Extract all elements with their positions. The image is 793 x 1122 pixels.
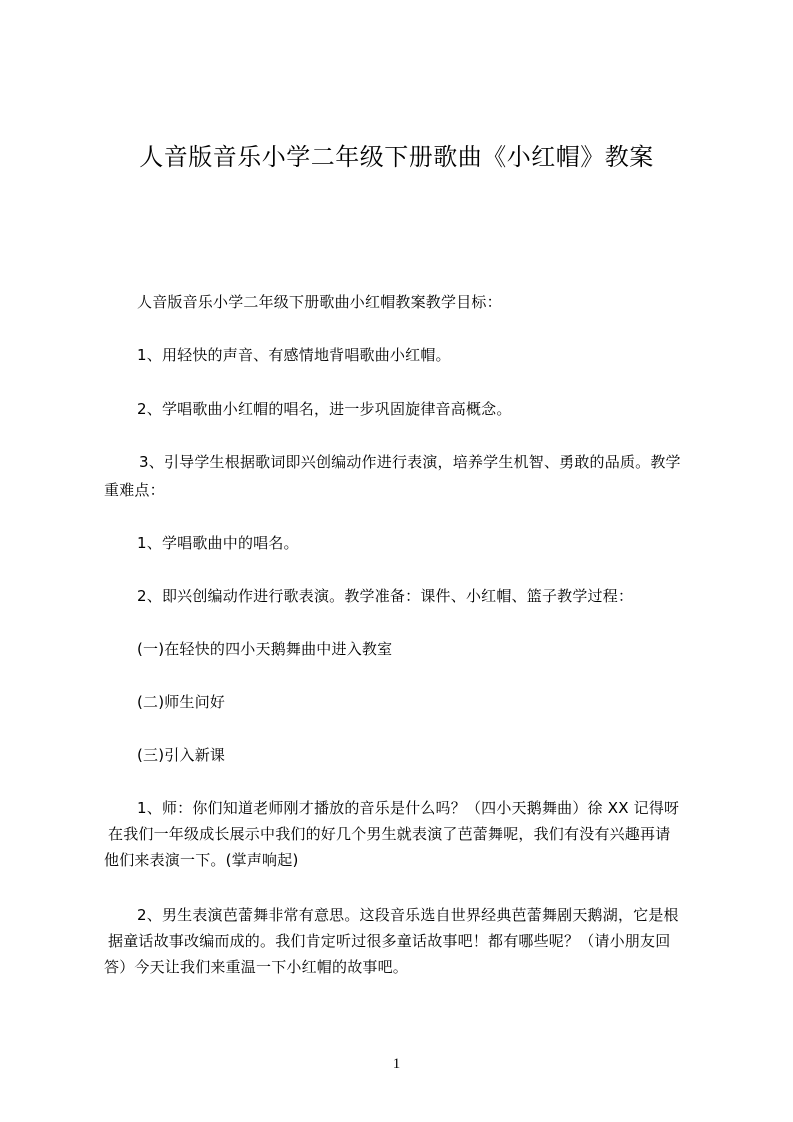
paragraph-teacher-intro [104, 796, 679, 872]
paragraph-line: 重难点： [104, 481, 165, 499]
paragraph-line: 1、师：你们知道老师刚才播放的音乐是什么吗？（四小天鹅舞曲）徐 XX 记得呀 [137, 799, 680, 817]
paragraph-line: 2、学唱歌曲小红帽的唱名，进一步巩固旋律音高概念。 [137, 400, 512, 418]
paragraph-line: (一)在轻快的四小天鹅舞曲中进入教室 [137, 640, 393, 658]
paragraph-line: 人音版音乐小学二年级下册歌曲小红帽教案教学目标： [137, 293, 502, 311]
paragraph-difficulty-1 [137, 531, 299, 555]
paragraph-line: 在我们一年级成长展示中我们的好几个男生就表演了芭蕾舞呢，我们有没有兴趣再请 [108, 825, 671, 843]
paragraph-line: 2、男生表演芭蕾舞非常有意思。这段音乐选自世界经典芭蕾舞剧天鹅湖，它是根 [137, 906, 679, 924]
paragraph-line: (三)引入新课 [137, 746, 226, 764]
paragraph-line: 1、用轻快的声音、有感情地背唱歌曲小红帽。 [137, 346, 451, 364]
paragraph-objectives-intro [137, 290, 502, 314]
paragraph-ballet [104, 903, 679, 979]
paragraph-objective-3 [104, 450, 681, 502]
paragraph-objective-2 [137, 397, 512, 421]
paragraph-step-2 [137, 690, 225, 714]
document-title: 人音版音乐小学二年级下册歌曲《小红帽》教案 [139, 143, 654, 171]
paragraph-step-3 [137, 743, 225, 767]
paragraph-line: 2、即兴创编动作进行歌表演。教学准备：课件、小红帽、篮子教学过程： [137, 587, 634, 605]
paragraph-line: 1、学唱歌曲中的唱名。 [137, 534, 299, 552]
paragraph-line: (二)师生问好 [137, 693, 226, 711]
paragraph-line: 3、引导学生根据歌词即兴创编动作进行表演，培养学生机智、勇敢的品质。教学 [139, 453, 681, 471]
paragraph-objective-1 [137, 343, 451, 367]
paragraph-difficulty-2 [137, 584, 633, 608]
paragraph-line: 他们来表演一下。(掌声响起) [104, 851, 299, 869]
paragraph-line: 据童话故事改编而成的。我们肯定听过很多童话故事吧！都有哪些呢？（请小朋友回 [108, 932, 671, 950]
page-number: 1 [392, 1056, 401, 1072]
paragraph-line: 答）今天让我们来重温一下小红帽的故事吧。 [104, 958, 409, 976]
paragraph-step-1 [137, 637, 392, 661]
